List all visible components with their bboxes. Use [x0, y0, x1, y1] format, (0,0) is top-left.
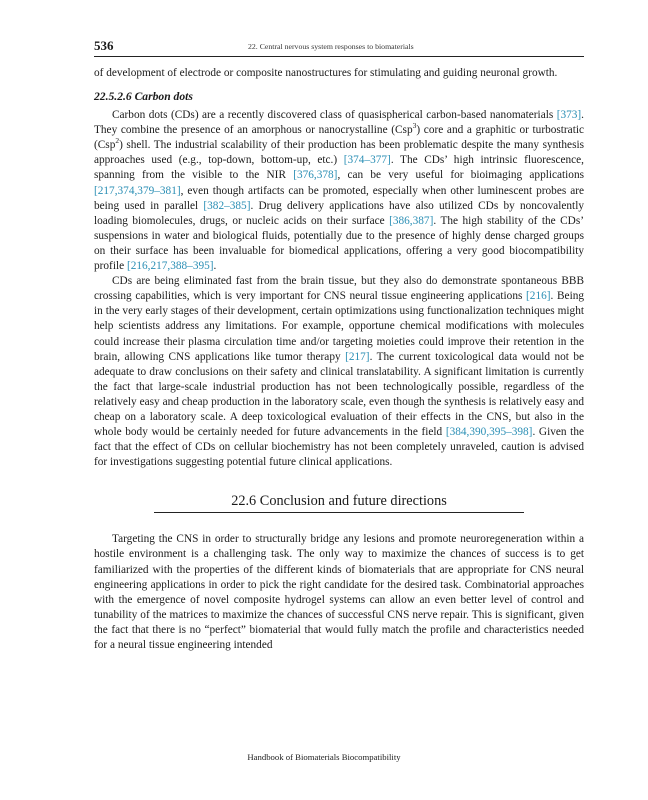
- text-run: . The CDs’ high intrinsic fluorescence, spanning from the visible to the NIR: [94, 154, 584, 182]
- text-run: , even though artifacts can be promoted, especially when other luminescent probes are being used in parallel: [94, 184, 584, 212]
- text-run: . Drug delivery applications have also utilized CDs by noncovalently loading biomolecules, drugs, or nucleic acids on their surface: [94, 199, 584, 227]
- subsection-heading: 22.5.2.6 Carbon dots: [94, 90, 193, 104]
- page-number: 536: [94, 38, 114, 53]
- book-title-footer: Handbook of Biomaterials Biocompatibility: [247, 752, 401, 762]
- citation-link[interactable]: [217,374,379–381]: [94, 184, 181, 197]
- text-run: .: [213, 260, 217, 273]
- running-header: [94, 38, 584, 57]
- citation-link[interactable]: [216,217,388–395]: [126, 260, 214, 273]
- conclusion-paragraph: Targeting the CNS in order to structurally bridge any lesions and promote neuroregeneration within a hostile environment is a challenging task. The only way to maximize the chances of success is to get familiarized with the properties of the different kinds of biomaterials that are appropriate for CNS neural engineering applications in order to pick the right candidate for the desired task. Combinatorial approaches with the emergence of novel composite hydrogel systems can allow an even better level of control and tunability of the matrices to maximize the chances of successful CNS nerve repair. This is significant, given the fact that there is no “perfect” biomaterial that would fully match the profile and characteristics needed for a neural tissue engineering intended: [94, 533, 584, 651]
- citation-link[interactable]: [374–377]: [343, 154, 391, 167]
- section-title: 22.6 Conclusion and future directions: [154, 492, 524, 513]
- text-run: , can be very useful for bioimaging applications: [337, 169, 584, 182]
- text-run: ) shell. The industrial scalability of their production has been problematic despite the many synthesis approaches used (e.g., top-down, bottom-up, etc.): [94, 139, 584, 167]
- citation-link[interactable]: [382–385]: [203, 199, 251, 212]
- text-run: . The current toxicological data would not be adequate to draw conclusions on their safety and clinical translatability. A significant limitation is currently the fact that large-scale industrial production has not been technologically possible, regardless of the relatively easy and cheap production in the laboratory scale, even though the synthesis is relatively easy and cheap on a laboratory scale. A deep toxicological evaluation of their effects in the CNS, but also in the whole body would be certainly needed for future advancements in the field: [94, 350, 585, 439]
- text-run: CDs are being eliminated fast from the brain tissue, but they also do demonstrate spontaneous BBB crossing capabilities, which is very important for CNS neural tissue engineering applications: [94, 275, 584, 303]
- page-body: [94, 66, 584, 653]
- section-heading-block: [94, 492, 584, 514]
- citation-link[interactable]: [373]: [556, 109, 582, 122]
- text-run: ) core and a graphitic or turbostratic (Csp: [94, 124, 584, 152]
- superscript: 2: [115, 136, 120, 146]
- superscript: 3: [412, 121, 417, 131]
- text-run: . Being in the very early stages of their development, certain optimizations using functionalization techniques might help scientists address any limitations. For example, opportune chemical modifications with molecules could increase their plasma circulation time and/or targeting moieties could improve their retention in the brain, allowing CNS applications like tumor therapy: [94, 290, 585, 363]
- citation-link[interactable]: [386,387]: [389, 214, 434, 227]
- citation-link[interactable]: [376,378]: [293, 169, 338, 182]
- citation-link[interactable]: [216]: [526, 290, 551, 303]
- running-title: 22. Central nervous system responses to biomaterials: [248, 42, 414, 51]
- citation-link[interactable]: [384,390,395–398]: [445, 426, 533, 439]
- text-run: Carbon dots (CDs) are a recently discovered class of quasispherical carbon-based nanomaterials: [112, 109, 557, 122]
- carbon-dots-paragraph-2: [94, 274, 584, 470]
- text-run: . Given the fact that the effect of CDs on cellular biochemistry has not been completely unraveled, caution is advised for investigations suggesting potential future clinical applications.: [94, 426, 584, 469]
- carbon-dots-paragraph-1: [94, 108, 584, 274]
- text-run: . The high stability of the CDs’ suspensions in water and biological fluids, potentially due to the presence of highly dense charged groups on their surface has been invaluable for biomedical applications, offering a very good biocompatibility profile: [94, 214, 584, 273]
- citation-link[interactable]: [217]: [345, 350, 370, 363]
- text-run: . They combine the presence of an amorphous or nanocrystalline (Csp: [94, 109, 584, 137]
- intro-paragraph: of development of electrode or composite nanostructures for stimulating and guiding neuronal growth.: [94, 67, 558, 79]
